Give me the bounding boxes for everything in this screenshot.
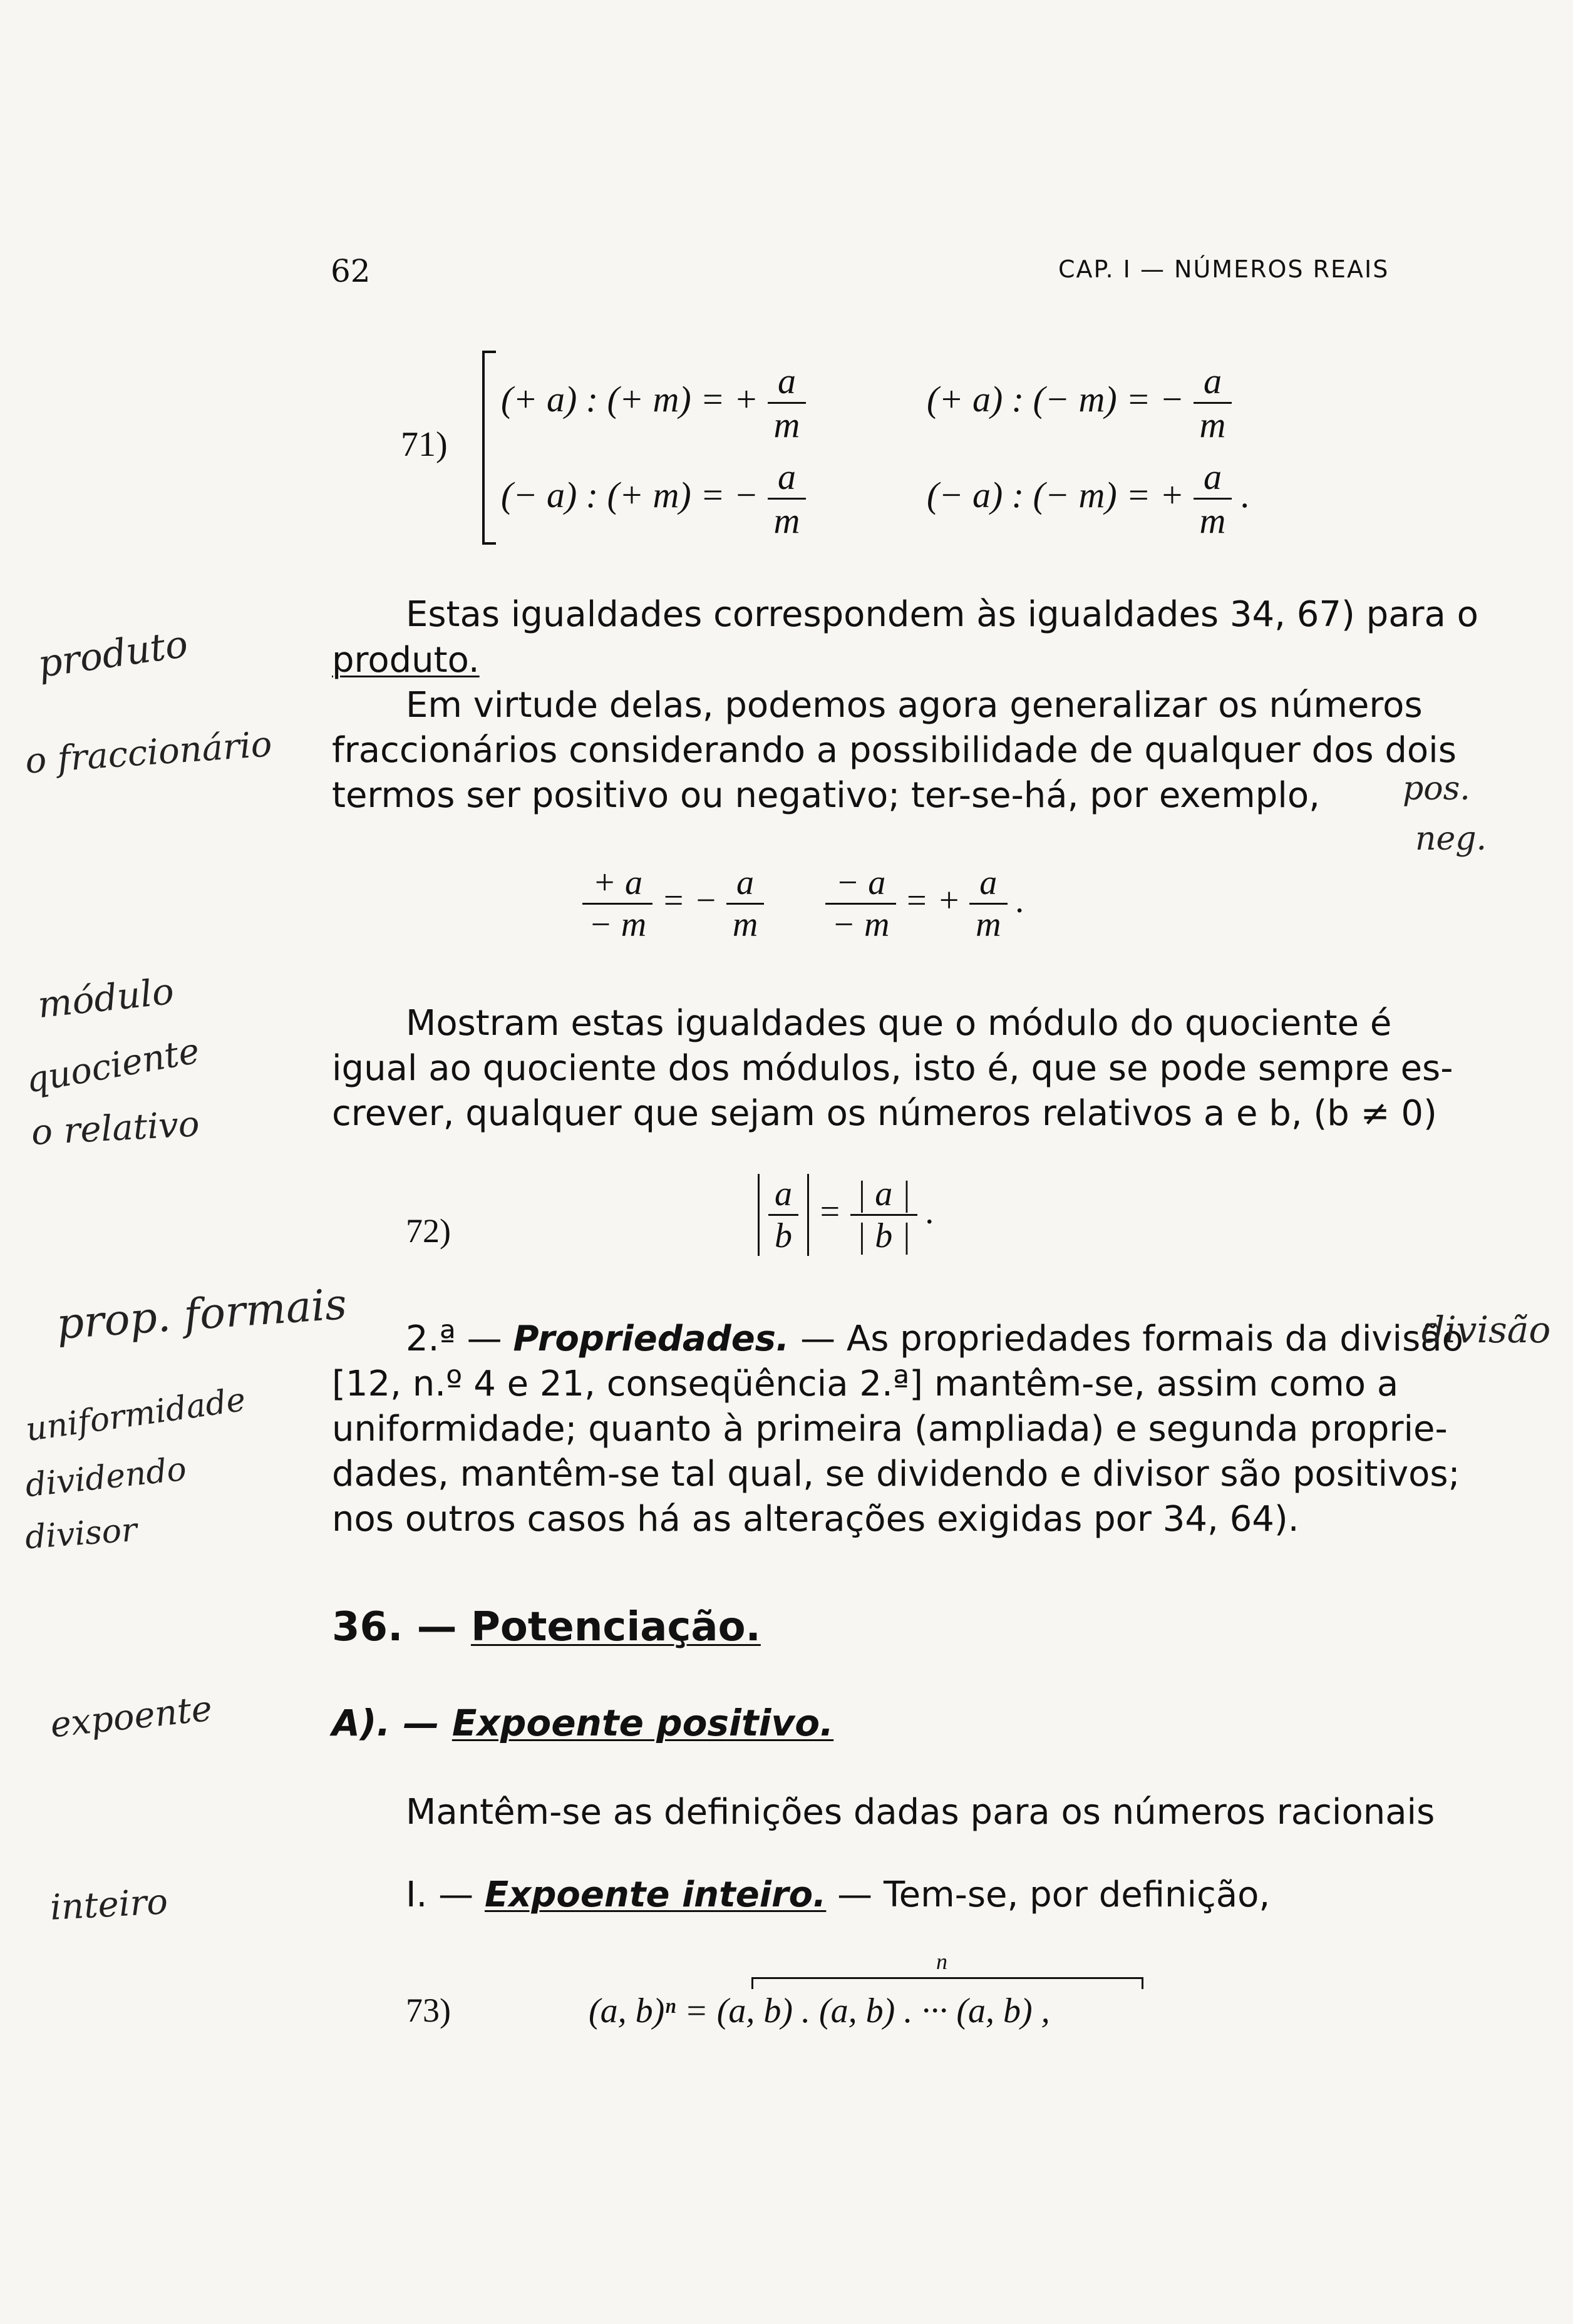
- para4-line5: nos outros casos há as alterações exigidas por 34, 64).: [332, 1499, 1299, 1540]
- margin-note-pos: pos.: [1403, 770, 1470, 808]
- para5-line1: Mantêm-se as definições dadas para os números racionais: [406, 1792, 1435, 1833]
- equation-72-label: 72): [406, 1212, 451, 1250]
- equation-71-row2-right: (− a) : (− m) = + $\frac{a}{m}$ .: [927, 456, 1251, 541]
- margin-note-expoente: expoente: [48, 1688, 214, 1746]
- margin-note-neg: neg.: [1415, 820, 1487, 858]
- para1-line1: Estas igualdades correspondem às igualdades 34, 67) para o: [406, 594, 1478, 635]
- para3-line3: crever, qualquer que sejam os números relativos a e b, (b ≠ 0): [332, 1093, 1437, 1134]
- para1-line2: produto.: [332, 640, 480, 681]
- equation-73-brace-label: n: [936, 1949, 947, 1974]
- margin-note-uniformidade: uniformidade: [23, 1381, 248, 1449]
- subsection-a-heading: A). — Expoente positivo.: [332, 1702, 834, 1744]
- margin-note-dividendo: dividendo: [23, 1450, 188, 1505]
- margin-note-produto: produto: [35, 622, 191, 687]
- running-head: CAP. I — NÚMEROS REAIS: [1058, 255, 1390, 283]
- para4-line2: [12, n.º 4 e 21, conseqüência 2.ª] mantêm-se, assim como a: [332, 1364, 1399, 1404]
- para3-line1: Mostram estas igualdades que o módulo do quociente é: [406, 1003, 1392, 1044]
- para2-line1: Em virtude delas, podemos agora generalizar os números: [406, 685, 1423, 726]
- margin-note-modulo: módulo: [36, 969, 176, 1027]
- margin-note-prop-formais: prop. formais: [54, 1279, 349, 1350]
- equation-71-row2-left: (− a) : (+ m) = − $\frac{a}{m}$: [501, 456, 806, 542]
- margin-note-fraccionario: o fraccionário: [24, 724, 274, 782]
- para2-line3: termos ser positivo ou negativo; ter-se-há, por exemplo,: [332, 775, 1320, 816]
- para4-line3: uniformidade; quanto à primeira (ampliada) e segunda proprie-: [332, 1409, 1448, 1449]
- para2-line2: fraccionários considerando a possibilidade de qualquer dos dois: [332, 730, 1457, 771]
- subsection-i-heading: I. — Expoente inteiro. — Tem-se, por definição,: [406, 1874, 1271, 1915]
- equation-72: $\frac{a}{b}$ = $\frac{| a |}{| b |}$ .: [758, 1174, 935, 1256]
- para4-line4: dades, mantêm-se tal qual, se dividendo e divisor são positivos;: [332, 1454, 1460, 1494]
- equation-71-row1-right: (+ a) : (− m) = − $\frac{a}{m}$: [927, 360, 1232, 446]
- margin-note-divisao: divisão: [1421, 1309, 1551, 1351]
- margin-note-quociente: quociente: [23, 1031, 203, 1101]
- equation-73-label: 73): [406, 1992, 451, 2029]
- equation-71-bracket: [482, 351, 496, 545]
- page-number: 62: [331, 253, 371, 289]
- margin-note-relativo: o relativo: [30, 1104, 201, 1153]
- equation-73-overbrace: [751, 1977, 1143, 1989]
- equation-73: (a, b)ⁿ = (a, b) . (a, b) . ··· (a, b) ,: [589, 1992, 1050, 2030]
- margin-note-inteiro: inteiro: [49, 1881, 169, 1928]
- margin-note-divisor: divisor: [24, 1511, 138, 1557]
- equation-71-row1-left: (+ a) : (+ m) = + $\frac{a}{m}$: [501, 360, 806, 446]
- equation-71-label: 71): [401, 425, 448, 464]
- section-36-heading: 36. — Potenciação.: [332, 1604, 761, 1650]
- para3-line2: igual ao quociente dos módulos, isto é, que se pode sempre es-: [332, 1048, 1453, 1089]
- example-equation: $\frac{+ a}{- m}$ = − $\frac{a}{m}$ $\frac{- a}{- m}$ = + $\frac{a}{m}$ .: [582, 863, 1025, 945]
- para4-line1: 2.ª — Propriedades. — As propriedades formais da divisão: [406, 1319, 1463, 1359]
